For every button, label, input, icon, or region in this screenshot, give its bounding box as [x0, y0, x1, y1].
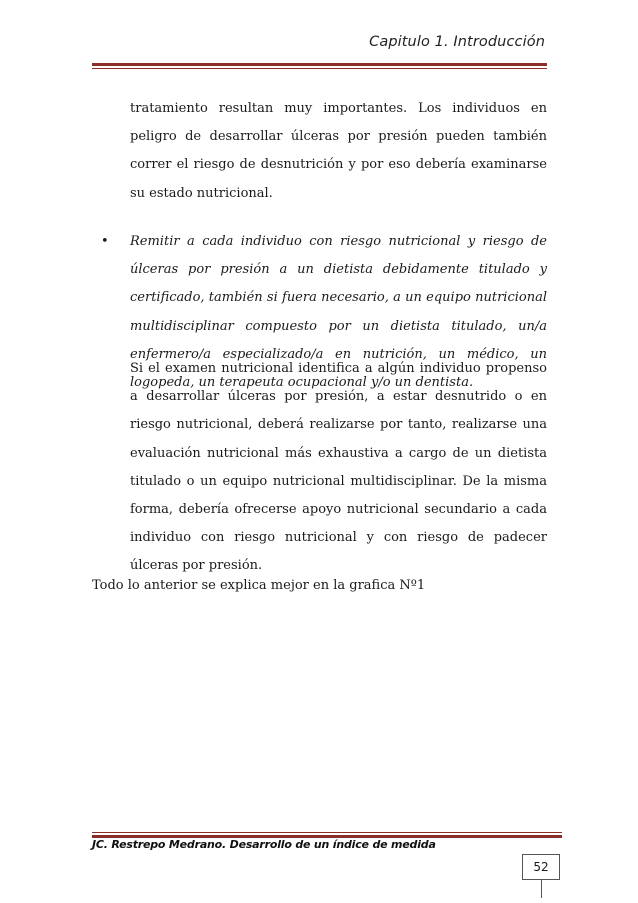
page-number: 52: [522, 854, 560, 880]
header-rule-thick: [92, 63, 547, 66]
paragraph-continuation: tratamiento resultan muy importantes. Los individuos en peligro de desarrollar úlceras por presión pueden también correr el riesgo de desnutrición y por eso debería examinarse su estado nutricional.: [130, 101, 547, 201]
paragraph-figure-reference: Todo lo anterior se explica mejor en la grafica Nº1: [92, 578, 426, 593]
footer-author-title: JC. Restrepo Medrano. Desarrollo de un índice de medida: [92, 838, 436, 851]
paragraph-nutritional-exam: Si el examen nutricional identifica a algún individuo propenso a desarrollar úlceras por presión, a estar desnutrido o en riesgo nutricional, deberá realizarse por tanto, realizarse una evaluación nutricional más exhaustiva a cargo de un dietista titulado o un equipo nutricional multidisciplinar. De la misma forma, debería ofrecerse apoyo nutricional secundario a cada individuo con riesgo nutricional y con riesgo de padecer úlceras por presión.: [130, 361, 547, 574]
bullet-marker: •: [101, 234, 109, 249]
chapter-title: Capitulo 1. Introducción: [369, 34, 545, 50]
bullet-item-referral: Remitir a cada individuo con riesgo nutricional y riesgo de úlceras por presión a un dietista debidamente titulado y certificado, también si fuera necesario, a un equipo nutricional multidisciplinar compuesto por un dietista titulado, un/a enfermero/a especializado/a en nutrición, un médico, un logopeda, un terapeuta ocupacional y/o un dentista.: [130, 234, 547, 391]
footer-rule-thin: [92, 832, 562, 833]
page-number-tick: [541, 880, 542, 898]
header-rule-thin: [92, 68, 547, 69]
